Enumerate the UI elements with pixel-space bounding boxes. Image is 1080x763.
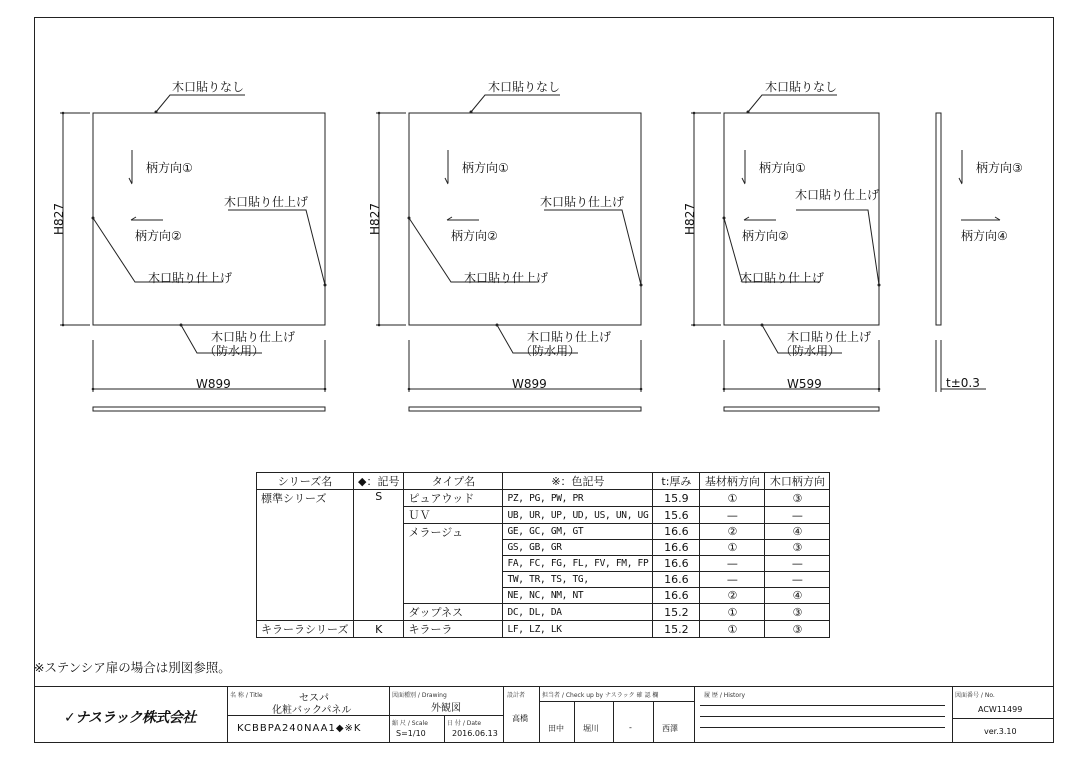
table-row: キラーラシリーズ K キラーラ LF, LZ, LK 15.2 ① ③ <box>257 621 830 638</box>
spec-table <box>256 472 830 638</box>
product-subname: 化粧バックパネル <box>272 705 352 716</box>
panel3-left-edge: 木口貼り仕上げ <box>740 271 825 285</box>
table-row: NE, NC, NM, NT 16.6 ② ④ <box>257 588 830 604</box>
table-header-row <box>257 473 830 490</box>
table-row: メラージュ GE, GC, GM, GT 16.6 ② ④ <box>257 524 830 540</box>
panel1-width: W899 <box>196 377 231 391</box>
panel2-pattern2: 柄方向② <box>451 229 498 243</box>
company-logo: ✓ナスラック株式会社 <box>64 710 196 726</box>
drawing-type: 外観図 <box>431 703 461 714</box>
table-row: FA, FC, FG, FL, FV, FM, FP 16.6 — — <box>257 556 830 572</box>
panel3-pattern1: 柄方向① <box>759 161 806 175</box>
panel2-bottom-note: （防水用） <box>520 344 581 358</box>
panel3-height: H827 <box>682 203 697 235</box>
header-base-grain: 基材柄方向 <box>700 473 765 490</box>
panel1-bottom-note: （防水用） <box>204 344 265 358</box>
panel1-pattern1: 柄方向① <box>146 161 193 175</box>
panel2-pattern1: 柄方向① <box>462 161 509 175</box>
panel2-width: W899 <box>512 377 547 391</box>
panel2-left-edge: 木口貼り仕上げ <box>464 271 549 285</box>
table-row: TW, TR, TS, TG, 16.6 — — <box>257 572 830 588</box>
title-block: ✓ナスラック株式会社 名 称 / Title セスパ 化粧バックパネル KCBBPA240NAA1◆※K 図面種別 / Drawing 外観図 縮 尺 / Scale S=1/10 日 付 / Date 2016.06.13 設計者 高橋 担当者 / Check up by ナスラック 確 認 欄 田中 堀川 - 西澤 履 歴 / History 図面番号 / No. ACW11499 ver.3.10 <box>34 686 1054 743</box>
date-value: 2016.06.13 <box>452 729 498 738</box>
table-row: ダップネス DC, DL, DA 15.2 ① ③ <box>257 604 830 621</box>
panel1-outline <box>93 113 325 325</box>
version: ver.3.10 <box>984 727 1017 736</box>
panel3-right-edge: 木口貼り仕上げ <box>795 188 880 202</box>
checker-1: 田中 <box>548 724 564 733</box>
header-thickness: t:厚み <box>653 473 700 490</box>
panel1-pattern2: 柄方向② <box>135 229 182 243</box>
drawing-number: ACW11499 <box>978 705 1023 714</box>
checker-3: - <box>629 723 632 732</box>
checker-2: 堀川 <box>583 724 599 733</box>
side-pattern4: 柄方向④ <box>961 229 1008 243</box>
header-symbol: ◆：記号 <box>354 473 404 490</box>
panel3-pattern2: 柄方向② <box>742 229 789 243</box>
model-number: KCBBPA240NAA1◆※K <box>237 723 362 734</box>
side-pattern3: 柄方向③ <box>976 161 1023 175</box>
panel2-right-edge: 木口貼り仕上げ <box>540 195 625 209</box>
header-series: シリーズ名 <box>257 473 354 490</box>
checker-4: 西澤 <box>662 724 678 733</box>
table-row: 標準シリーズ S ピュアウッド PZ, PG, PW, PR 15.9 ① ③ <box>257 490 830 507</box>
panel2-top-label: 木口貼りなし <box>488 80 561 94</box>
table-row: GS, GB, GR 16.6 ① ③ <box>257 540 830 556</box>
panel1-left-edge: 木口貼り仕上げ <box>148 271 233 285</box>
scale-value: S=1/10 <box>396 729 426 738</box>
designer-name: 高橋 <box>512 714 528 723</box>
panel1-bottom-edge: 木口貼り仕上げ <box>211 330 296 344</box>
product-name: セスパ <box>299 693 329 704</box>
reference-note: ※ステンシア扉の場合は別図参照。 <box>34 660 231 675</box>
header-edge-grain: 木口柄方向 <box>765 473 830 490</box>
logo-mark-icon: ✓ <box>64 710 76 726</box>
panel3-bottom-note: （防水用） <box>780 344 841 358</box>
side-thickness: t±0.3 <box>946 376 980 390</box>
panel2-bottom-edge: 木口貼り仕上げ <box>527 330 612 344</box>
panel1-top-label: 木口貼りなし <box>172 80 245 94</box>
header-type: タイプ名 <box>404 473 503 490</box>
panel3-top-label: 木口貼りなし <box>765 80 838 94</box>
panel3-width: W599 <box>787 377 822 391</box>
panel2-height: H827 <box>367 203 382 235</box>
panel1-right-edge: 木口貼り仕上げ <box>224 195 309 209</box>
panel1-edge-view <box>93 407 325 411</box>
header-color: ※：色記号 <box>503 473 653 490</box>
table-row: ＵＶ UB, UR, UP, UD, US, UN, UG 15.6 — — <box>257 507 830 524</box>
panel1-height: H827 <box>51 203 66 235</box>
panel3-bottom-edge: 木口貼り仕上げ <box>787 330 872 344</box>
